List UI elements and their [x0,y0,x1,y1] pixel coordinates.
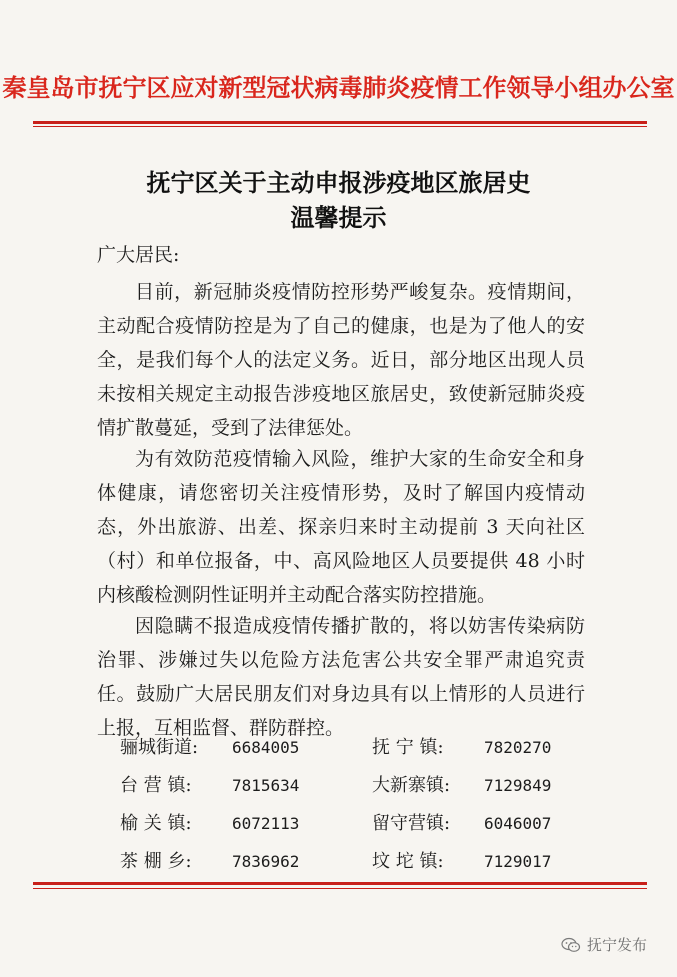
source-watermark [561,934,647,955]
footer-divider-thick [33,882,647,885]
contact-entry [372,843,582,881]
contact-phone: 6046007 [484,814,552,833]
contact-name: 坟 坨 镇: [372,851,444,872]
contact-entry [372,729,582,767]
contact-row [120,805,580,843]
contact-phone: 6684005 [232,738,300,757]
notice-title-line-2: 温馨提示 [290,203,387,232]
contact-entry [372,805,582,843]
issuing-office-header: 秦皇岛市抚宁区应对新型冠状病毒肺炎疫情工作领导小组办公室 [2,74,675,102]
contact-row [120,729,580,767]
contact-entry [120,729,350,767]
contact-entry [120,805,350,843]
header-divider-thick [33,121,647,124]
contact-name: 留守营镇: [372,813,451,834]
contact-name: 茶 棚 乡: [120,851,192,872]
contact-name: 骊城街道: [120,737,199,758]
contact-list [120,729,580,881]
wechat-icon [561,937,581,953]
watermark-text: 抚宁发布 [586,936,647,954]
contact-name: 台 营 镇: [120,775,192,796]
contact-row [120,843,580,881]
contact-row [120,767,580,805]
contact-name: 大新寨镇: [372,775,451,796]
salutation: 广大居民: [97,244,180,266]
contact-name: 榆 关 镇: [120,813,192,834]
contact-phone: 6072113 [232,814,300,833]
contact-name: 抚 宁 镇: [372,737,444,758]
header-divider-thin [33,126,647,127]
contact-phone: 7815634 [232,776,300,795]
body-paragraph-3: 因隐瞒不报造成疫情传播扩散的，将以妨害传染病防治罪、涉嫌过失以危险方法危害公共安全罪严肃追究责任。鼓励广大居民朋友们对身边具有以上情形的人员进行上报，互相监督、群防群控。 [97,615,585,739]
contact-phone: 7820270 [484,738,552,757]
contact-entry [372,767,582,805]
body-paragraph-2: 为有效防范疫情输入风险，维护大家的生命安全和身体健康，请您密切关注疫情形势，及时了解国内疫情动态，外出旅游、出差、探亲归来时主动提前 3 天向社区（村）和单位报备，中、高风险地区人员要提供 48 小时内核酸检测阴性证明并主动配合落实防控措施。 [97,448,585,606]
notice-title-line-1: 抚宁区关于主动申报涉疫地区旅居史 [146,168,531,197]
contact-phone: 7129017 [484,852,552,871]
contact-entry [120,843,350,881]
contact-phone: 7129849 [484,776,552,795]
contact-entry [120,767,350,805]
contact-phone: 7836962 [232,852,300,871]
footer-divider-thin [33,888,647,889]
body-paragraph-1: 目前，新冠肺炎疫情防控形势严峻复杂。疫情期间，主动配合疫情防控是为了自己的健康，也是为了他人的安全，是我们每个人的法定义务。近日，部分地区出现人员未按相关规定主动报告涉疫地区旅居史，致使新冠肺炎疫情扩散蔓延，受到了法律惩处。 [97,281,585,439]
